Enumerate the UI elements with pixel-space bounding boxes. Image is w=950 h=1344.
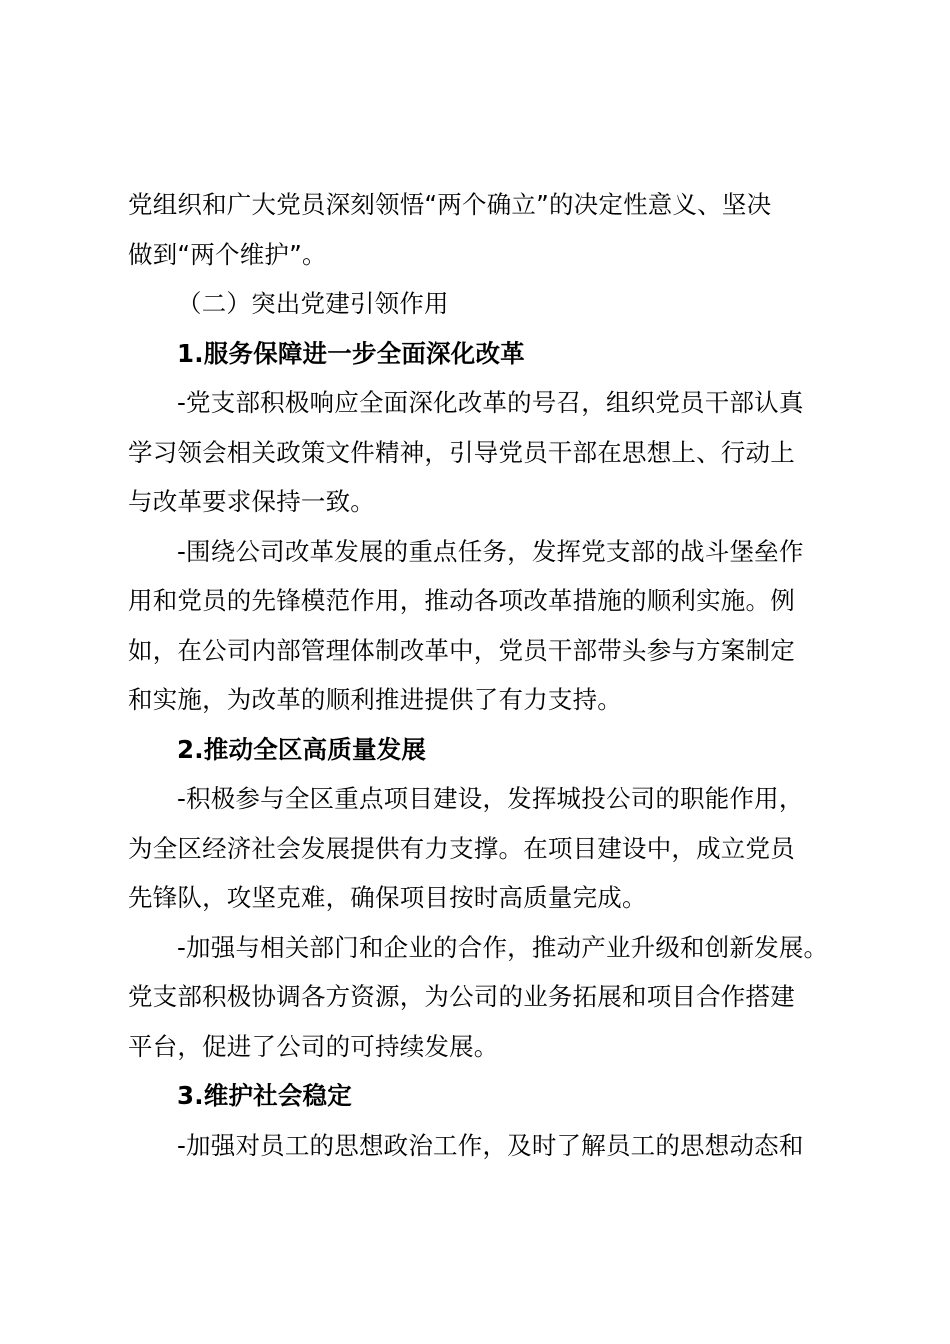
text-line: -积极参与全区重点项目建设，发挥城投公司的职能作用， — [177, 784, 804, 813]
text-line: 先锋队，攻坚克难，确保项目按时高质量完成。 — [128, 883, 647, 912]
text-line: 党支部积极协调各方资源，为公司的业务拓展和项目合作搭建 — [128, 982, 795, 1011]
text-line: 用和党员的先锋模范作用，推动各项改革措施的顺利实施。例 — [128, 586, 795, 615]
subheading-2 — [128, 725, 840, 775]
subheading-3-text: 3.维护社会稳定 — [177, 1081, 352, 1110]
document-page — [128, 180, 840, 1170]
text-line: -加强对员工的思想政治工作，及时了解员工的思想动态和 — [177, 1130, 804, 1160]
text-line: -加强与相关部门和企业的合作，推动产业升级和创新发展。 — [177, 932, 829, 962]
paragraph-2-2 — [128, 923, 840, 1072]
paragraph-1-2 — [128, 527, 840, 725]
text-line: 学习领会相关政策文件精神，引导党员干部在思想上、行动上 — [128, 437, 795, 467]
section-heading-text: （二）突出党建引领作用 — [177, 289, 449, 318]
subheading-1-text: 1.服务保障进一步全面深化改革 — [177, 338, 525, 368]
text-line: 与改革要求保持一致。 — [128, 487, 375, 516]
subheading-3 — [128, 1071, 840, 1121]
subheading-1 — [128, 329, 840, 379]
paragraph-1-1 — [128, 378, 840, 527]
subheading-2-text: 2.推动全区高质量发展 — [177, 734, 427, 764]
paragraph-2-1 — [128, 774, 840, 923]
text-line: 和实施，为改革的顺利推进提供了有力支持。 — [128, 685, 622, 714]
text-line: 为全区经济社会发展提供有力支撑。在项目建设中，成立党员 — [128, 833, 795, 863]
text-line: 做到“两个维护”。 — [128, 239, 327, 269]
section-heading — [128, 279, 840, 329]
text-line: 党组织和广大党员深刻领悟“两个确立”的决定性意义、坚决 — [128, 190, 772, 219]
paragraph-3-1 — [128, 1121, 840, 1171]
text-line: -党支部积极响应全面深化改革的号召，组织党员干部认真 — [177, 388, 804, 417]
text-line: 如，在公司内部管理体制改革中，党员干部带头参与方案制定 — [128, 635, 795, 665]
text-line: 平台，促进了公司的可持续发展。 — [128, 1031, 499, 1061]
text-line: -围绕公司改革发展的重点任务，发挥党支部的战斗堡垒作 — [177, 536, 804, 566]
paragraph-continuation — [128, 180, 840, 279]
